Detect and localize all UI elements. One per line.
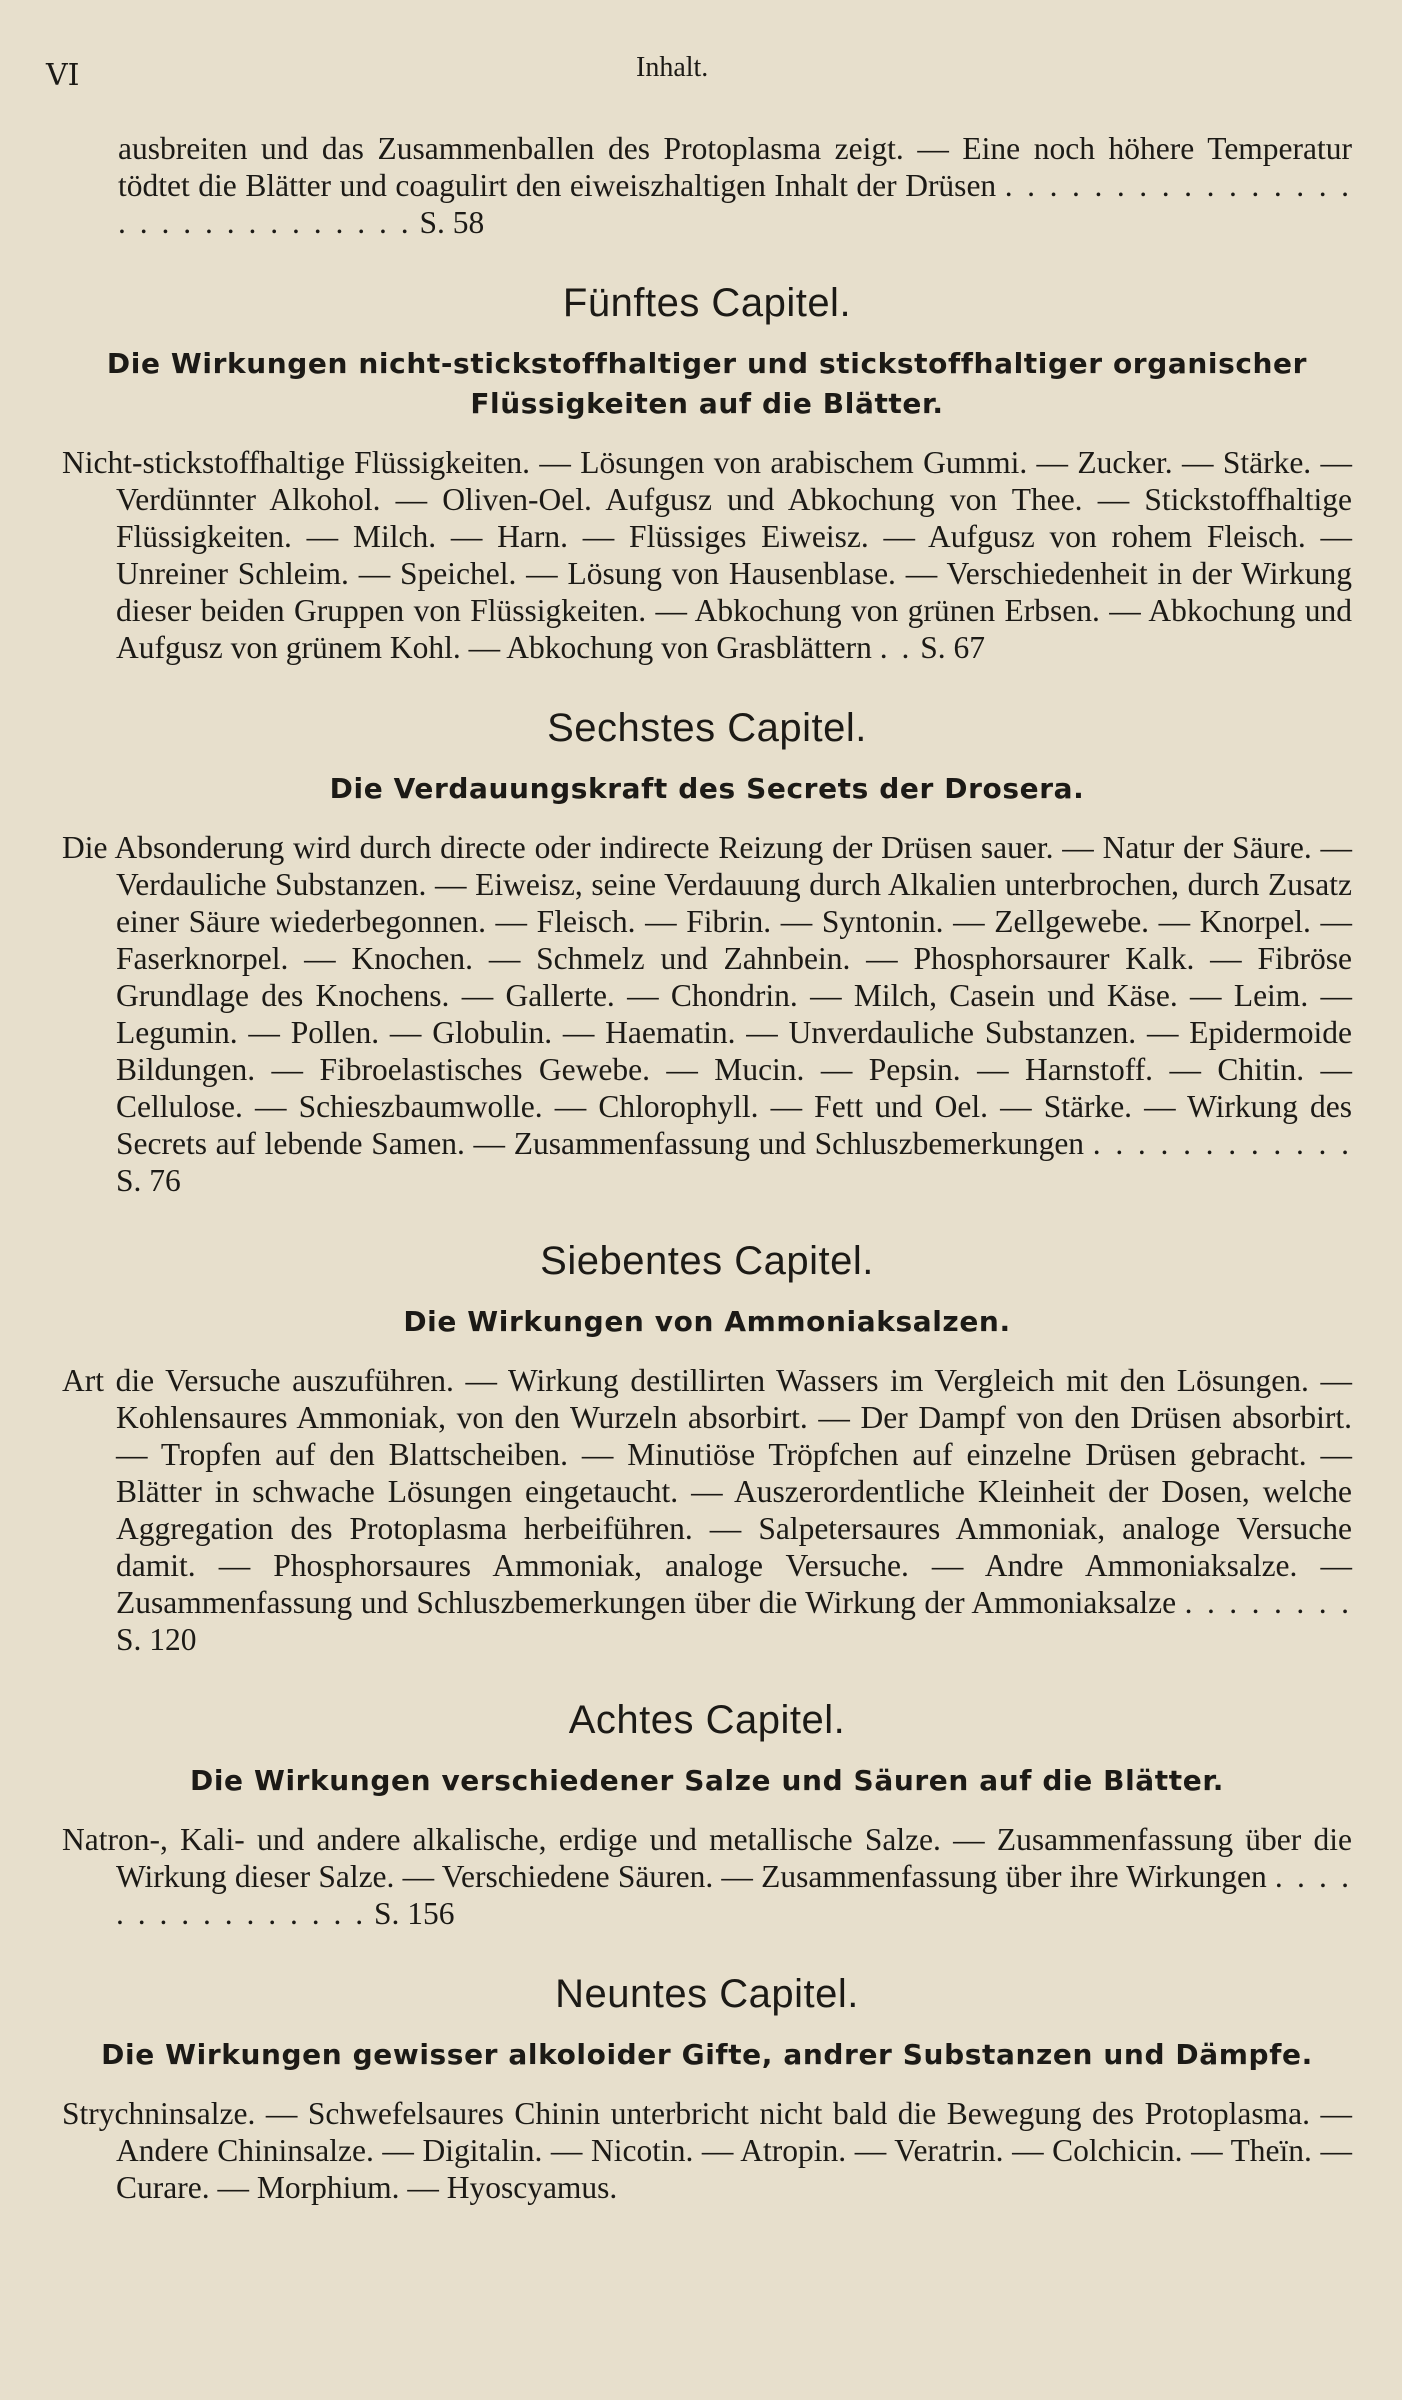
chapter-subtitle: Die Wirkungen verschiedener Salze und Säuren auf die Blätter. bbox=[189, 1764, 1225, 1797]
chapter-5 bbox=[62, 281, 1352, 666]
chapter-7 bbox=[62, 1239, 1352, 1658]
chapter-title: Fünftes Capitel. bbox=[562, 281, 852, 325]
entry-text: Natron-, Kali- und andere alkalische, erdige und metallische Salze. — Zusammenfassung über die Wirkung dieser Salze. — Verschiedene Säuren. — Zusammenfassung über ihre Wirkungen bbox=[62, 1822, 1352, 1894]
page-reference: S. 76 bbox=[116, 1163, 181, 1198]
page-header bbox=[0, 52, 1402, 92]
running-head: Inhalt. bbox=[636, 52, 709, 83]
chapter-summary bbox=[62, 1362, 1352, 1658]
dot-leader: . . . . . . . . . . . . . . . . bbox=[116, 1859, 1352, 1931]
chapter-6 bbox=[62, 706, 1352, 1199]
chapter-subtitle: Die Verdauungskraft des Secrets der Drosera. bbox=[329, 772, 1085, 805]
dot-leader: . . . . . . . . bbox=[1184, 1585, 1353, 1620]
chapter-summary bbox=[62, 2095, 1352, 2206]
chapter-subtitle: Die Wirkungen gewisser alkoloider Gifte, andrer Substanzen und Dämpfe. bbox=[101, 2038, 1313, 2071]
entry-text: Art die Versuche auszuführen. — Wirkung destillirten Wassers im Vergleich mit den Lösungen. — Kohlensaures Ammoniak, von den Wurzeln absorbirt. — Der Dampf von den Drüsen absorbirt. — Tropfen auf den Blattscheiben. — Minutiöse Tröpfchen auf einzelne Drüsen gebracht. — Blätter in schwache Lösungen eingetaucht. — Auszerordentliche Kleinheit der Dosen, welche Aggregation des Protoplasma herbeiführen. — Salpetersaures Ammoniak, analoge Versuche damit. — Phosphorsaures Ammoniak, analoge Versuche. — Andre Ammoniaksalze. — Zusammenfassung und Schluszbemerkungen über die Wirkung der Ammoniaksalze bbox=[62, 1363, 1352, 1620]
chapter-summary bbox=[62, 444, 1352, 666]
chapter-title: Achtes Capitel. bbox=[568, 1698, 846, 1742]
dot-leader: . . . . . . . . . . . . bbox=[1092, 1126, 1353, 1161]
chapter-summary bbox=[62, 829, 1352, 1199]
page-reference: S. 58 bbox=[419, 205, 485, 240]
page-reference: S. 67 bbox=[920, 630, 986, 665]
entry-text: Strychninsalze. — Schwefelsaures Chinin unterbricht nicht bald die Bewegung des Protoplasma. — Andere Chininsalze. — Digitalin. — Nicotin. — Atropin. — Veratrin. — Colchicin. — Theïn. — Curare. — Morphium. — Hyoscyamus. bbox=[62, 2096, 1352, 2205]
chapter-title: Siebentes Capitel. bbox=[540, 1239, 874, 1283]
continued-entry bbox=[62, 130, 1352, 241]
page-number: VI bbox=[46, 58, 80, 93]
entry-text: ausbreiten und das Zusammenballen des Protoplasma zeigt. — Eine noch höhere Temperatur tödtet die Blätter und coagulirt den eiweiszhaltigen Inhalt der Drüsen bbox=[118, 131, 1352, 203]
chapter-title: Sechstes Capitel. bbox=[547, 706, 867, 750]
page-reference: S. 156 bbox=[374, 1896, 455, 1931]
chapter-summary bbox=[62, 1821, 1352, 1932]
dot-leader: . . . . . . . . . . . . . . . . . . . . . . . . . . . . . . bbox=[118, 168, 1353, 240]
table-of-contents bbox=[62, 130, 1352, 2206]
chapter-subtitle: Die Wirkungen nicht-stickstoffhaltiger und stickstoffhaltiger organischer Flüssigkeiten auf die Blätter. bbox=[106, 347, 1308, 420]
page-reference: S. 120 bbox=[116, 1622, 197, 1657]
chapter-title: Neuntes Capitel. bbox=[555, 1972, 859, 2016]
entry-text: Die Absonderung wird durch directe oder indirecte Reizung der Drüsen sauer. — Natur der Säure. — Verdauliche Substanzen. — Eiweisz, seine Verdauung durch Alkalien unterbrochen, durch Zusatz einer Säure wiederbegonnen. — Fleisch. — Fibrin. — Syntonin. — Zellgewebe. — Knorpel. — Faserknorpel. — Knochen. — Schmelz und Zahnbein. — Phosphorsaurer Kalk. — Fibröse Grundlage des Knochens. — Gallerte. — Chondrin. — Milch, Casein und Käse. — Leim. — Legumin. — Pollen. — Globulin. — Haematin. — Unverdauliche Substanzen. — Epidermoide Bildungen. — Fibroelastisches Gewebe. — Mucin. — Pepsin. — Harnstoff. — Chitin. — Cellulose. — Schieszbaumwolle. — Chlorophyll. — Fett und Oel. — Stärke. — Wirkung des Secrets auf lebende Samen. — Zusammenfassung und Schluszbemerkungen bbox=[62, 830, 1352, 1161]
dot-leader: . . bbox=[879, 630, 913, 665]
chapter-9 bbox=[62, 1972, 1352, 2206]
chapter-subtitle: Die Wirkungen von Ammoniaksalzen. bbox=[403, 1305, 1011, 1338]
chapter-8 bbox=[62, 1698, 1352, 1932]
entry-text: Nicht-stickstoffhaltige Flüssigkeiten. — Lösungen von arabischem Gummi. — Zucker. — Stärke. — Verdünnter Alkohol. — Oliven-Oel. Aufgusz und Abkochung von Thee. — Stickstoffhaltige Flüssigkeiten. — Milch. — Harn. — Flüssiges Eiweisz. — Aufgusz von rohem Fleisch. — Unreiner Schleim. — Speichel. — Lösung von Hausenblase. — Verschiedenheit in der Wirkung dieser beiden Gruppen von Flüssigkeiten. — Abkochung von grünen Erbsen. — Abkochung und Aufgusz von grünem Kohl. — Abkochung von Grasblättern bbox=[62, 445, 1352, 665]
